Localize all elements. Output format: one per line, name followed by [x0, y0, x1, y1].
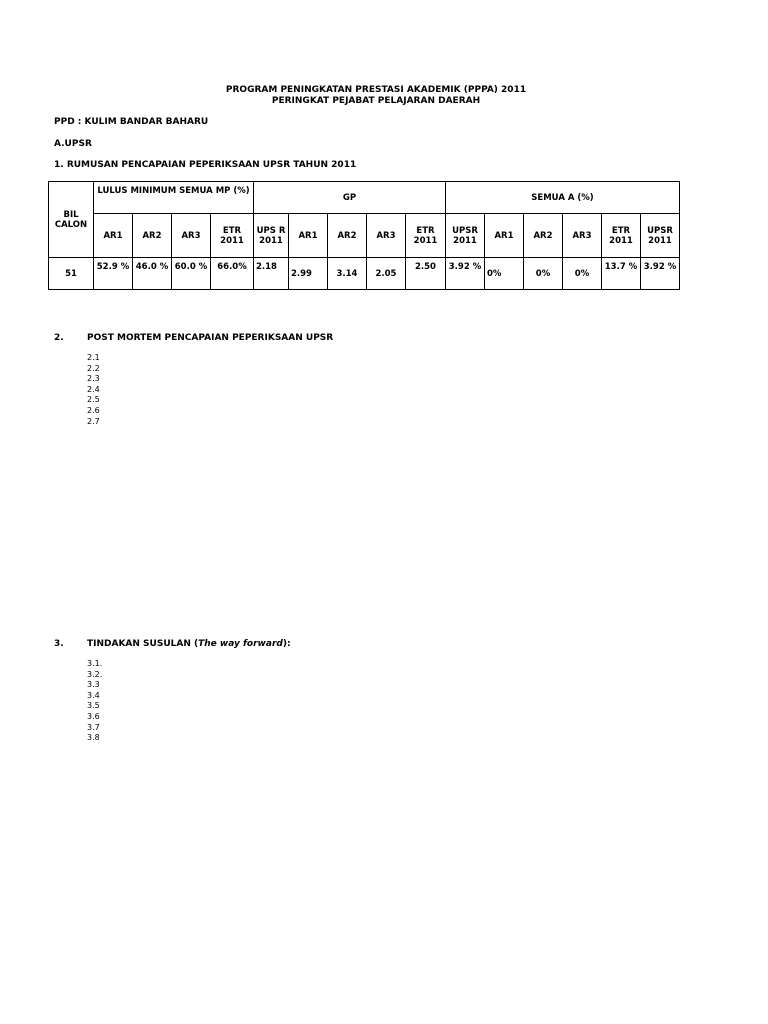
- list-item: 2.3: [87, 374, 100, 384]
- column-header: AR2: [328, 214, 367, 258]
- section2-list: [87, 353, 100, 427]
- column-header: AR1: [289, 214, 328, 258]
- list-item: 3.8: [87, 733, 100, 743]
- table-cell: 2.18: [254, 258, 289, 290]
- list-item: 2.5: [87, 395, 100, 405]
- table-cell: 0%: [524, 258, 563, 290]
- column-header: AR2: [133, 214, 172, 258]
- list-item: 3.2.: [87, 669, 103, 679]
- list-item: 2.4: [87, 384, 100, 394]
- table-cell: 0%: [563, 258, 602, 290]
- list-item: 2.1: [87, 353, 100, 362]
- column-header: UPS R 2011: [254, 214, 289, 258]
- column-header: ETR 2011: [211, 214, 254, 258]
- section3-heading: [87, 639, 291, 649]
- document-subtitle: PERINGKAT PEJABAT PELAJARAN DAERAH: [271, 96, 481, 106]
- gp-header: GP: [254, 182, 446, 214]
- list-item: 3.7: [87, 722, 100, 732]
- table-cell: 13.7 %: [602, 258, 641, 290]
- table-cell: 51: [49, 258, 94, 290]
- column-header: AR1: [94, 214, 133, 258]
- section1-heading: 1. RUMUSAN PENCAPAIAN PEPERIKSAAN UPSR TAHUN 2011: [54, 160, 357, 170]
- results-table: [48, 181, 680, 290]
- table-cell: 66.0%: [211, 258, 254, 290]
- column-header: ETR 2011: [406, 214, 446, 258]
- ppd-label: PPD : KULIM BANDAR BAHARU: [54, 117, 209, 127]
- list-item: 2.6: [87, 405, 100, 415]
- section2-heading: POST MORTEM PENCAPAIAN PEPERIKSAAN UPSR: [87, 333, 334, 343]
- table-cell: 52.9 %: [94, 258, 133, 290]
- column-header: AR2: [524, 214, 563, 258]
- table-cell: 0%: [485, 258, 524, 290]
- column-header: AR3: [563, 214, 602, 258]
- table-cell: 2.99: [289, 258, 328, 290]
- lulus-minimum-header: LULUS MINIMUM SEMUA MP (%): [94, 182, 254, 214]
- section3-heading-italic: The way forward: [198, 639, 283, 649]
- section3-heading-prefix: TINDAKAN SUSULAN (: [87, 639, 199, 649]
- section3-list: [87, 659, 102, 744]
- table-cell: 3.92 %: [641, 258, 680, 290]
- column-header: UPSR 2011: [446, 214, 485, 258]
- column-header: AR1: [485, 214, 524, 258]
- section2-number: 2.: [54, 333, 64, 343]
- table-cell: 2.05: [367, 258, 406, 290]
- table-cell: 2.50: [406, 258, 446, 290]
- semua-a-header: SEMUA A (%): [446, 182, 680, 214]
- section3-number: 3.: [54, 639, 64, 649]
- list-item: 3.1.: [87, 659, 103, 668]
- table-row: [49, 258, 680, 290]
- list-item: 3.5: [87, 701, 100, 711]
- column-header: AR3: [172, 214, 211, 258]
- table-cell: 3.92 %: [446, 258, 485, 290]
- bil-calon-header: BIL CALON: [49, 182, 94, 258]
- list-item: 2.7: [87, 416, 100, 426]
- document-title: PROGRAM PENINGKATAN PRESTASI AKADEMIK (PPPA) 2011: [225, 85, 527, 95]
- section-a-heading: A.UPSR: [54, 139, 92, 149]
- list-item: 2.2: [87, 363, 100, 373]
- column-header: UPSR 2011: [641, 214, 680, 258]
- column-header: AR3: [367, 214, 406, 258]
- column-header: ETR 2011: [602, 214, 641, 258]
- section3-heading-suffix: ):: [282, 639, 291, 649]
- table-cell: 46.0 %: [133, 258, 172, 290]
- list-item: 3.4: [87, 690, 100, 700]
- list-item: 3.6: [87, 711, 100, 721]
- list-item: 3.3: [87, 680, 100, 690]
- table-cell: 3.14: [328, 258, 367, 290]
- table-cell: 60.0 %: [172, 258, 211, 290]
